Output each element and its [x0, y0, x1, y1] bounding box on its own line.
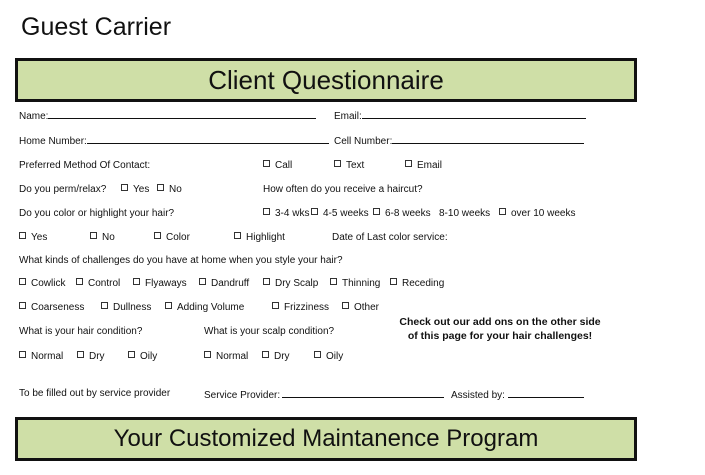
checkbox-other[interactable]: Other [342, 301, 379, 314]
checkbox-thinning[interactable]: Thinning [330, 277, 380, 290]
assisted-by-field[interactable] [451, 387, 584, 402]
checkbox-square [19, 302, 26, 309]
checkbox-over-10-weeks[interactable]: over 10 weeks [499, 207, 575, 220]
checkbox-square [165, 302, 172, 309]
checkbox-square [390, 278, 397, 285]
checkbox-square [234, 232, 241, 239]
checkbox-square [334, 160, 341, 167]
checkbox-square [405, 160, 412, 167]
checkbox-color-yes[interactable]: Yes [19, 231, 47, 244]
home-number-label: Home Number: [19, 136, 87, 147]
checkbox-hair-normal[interactable]: Normal [19, 350, 63, 363]
haircut-label: How often do you receive a haircut? [263, 184, 423, 195]
service-provider-line [282, 387, 444, 398]
checkbox-square [133, 278, 140, 285]
checkbox-square [101, 302, 108, 309]
checkbox-square [263, 208, 270, 215]
checkbox-flyaways[interactable]: Flyaways [133, 277, 187, 290]
service-provider-field[interactable] [204, 387, 444, 402]
color-label: Do you color or highlight your hair? [19, 208, 175, 219]
checkbox-frizziness[interactable]: Frizziness [272, 301, 329, 314]
checkbox-3-4-wks[interactable]: 3-4 wks [263, 207, 309, 220]
last-color-service-label: Date of Last color service: [332, 232, 448, 243]
checkbox-call[interactable]: Call [263, 159, 292, 172]
cell-number-line [392, 133, 584, 144]
checkbox-square [263, 160, 270, 167]
checkbox-square [272, 302, 279, 309]
checkbox-square [19, 232, 26, 239]
checkbox-dullness[interactable]: Dullness [101, 301, 151, 314]
checkbox-6-8-weeks[interactable]: 6-8 weeks [373, 207, 431, 220]
checkbox-highlight[interactable]: Highlight [234, 231, 285, 244]
checkbox-square [199, 278, 206, 285]
checkbox-scalp-normal[interactable]: Normal [204, 350, 248, 363]
checkbox-square [19, 351, 26, 358]
checkbox-square [311, 208, 318, 215]
checkbox-square [342, 302, 349, 309]
checkbox-square [154, 232, 161, 239]
checkbox-perm-no[interactable]: No [157, 183, 182, 196]
checkbox-perm-yes[interactable]: Yes [121, 183, 149, 196]
checkbox-square [157, 184, 164, 191]
cell-number-field[interactable] [334, 133, 584, 148]
perm-label: Do you perm/relax? [19, 184, 107, 195]
service-provider-label: Service Provider: [204, 390, 281, 401]
add-ons-note-line2: of this page for your hair challenges! [407, 330, 593, 342]
home-number-line [87, 133, 329, 144]
email-line [362, 108, 586, 119]
checkbox-square [330, 278, 337, 285]
checkbox-square [128, 351, 135, 358]
contact-label: Preferred Method Of Contact: [19, 160, 151, 171]
checkbox-square [90, 232, 97, 239]
name-label: Name: [19, 111, 49, 122]
email-label: Email: [334, 111, 362, 122]
checkbox-dandruff[interactable]: Dandruff [199, 277, 249, 290]
checkbox-square [314, 351, 321, 358]
maintenance-program-banner: Your Customized Maintanence Program [15, 417, 637, 461]
checkbox-email[interactable]: Email [405, 159, 442, 172]
questionnaire-banner: Client Questionnaire [15, 58, 637, 102]
checkbox-text[interactable]: Text [334, 159, 364, 172]
checkbox-color[interactable]: Color [154, 231, 190, 244]
checkbox-4-5-weeks[interactable]: 4-5 weeks [311, 207, 369, 220]
add-ons-note [394, 315, 606, 343]
checkbox-square [121, 184, 128, 191]
checkbox-control[interactable]: Control [76, 277, 120, 290]
checkbox-square [262, 351, 269, 358]
name-line [48, 108, 316, 119]
option-8-10-weeks[interactable]: 8-10 weeks [439, 208, 491, 219]
checkbox-square [263, 278, 270, 285]
cell-number-label: Cell Number: [334, 136, 393, 147]
checkbox-cowlick[interactable]: Cowlick [19, 277, 65, 290]
checkbox-color-no[interactable]: No [90, 231, 115, 244]
name-field[interactable] [19, 108, 316, 123]
home-number-field[interactable] [19, 133, 329, 148]
assisted-by-line [508, 387, 584, 398]
scalp-condition-label: What is your scalp condition? [204, 326, 335, 337]
hair-condition-label: What is your hair condition? [19, 326, 143, 337]
assisted-by-label: Assisted by: [451, 390, 505, 401]
checkbox-square [19, 278, 26, 285]
email-field[interactable] [334, 108, 586, 123]
checkbox-scalp-dry[interactable]: Dry [262, 350, 290, 363]
checkbox-square [373, 208, 380, 215]
checkbox-square [77, 351, 84, 358]
checkbox-square [76, 278, 83, 285]
checkbox-square [499, 208, 506, 215]
service-provider-note: To be filled out by service provider [19, 388, 171, 399]
challenges-label: What kinds of challenges do you have at home when you style your hair? [19, 255, 343, 266]
checkbox-coarseness[interactable]: Coarseness [19, 301, 84, 314]
add-ons-note-line1: Check out our add ons on the other side [399, 316, 601, 328]
checkbox-receding[interactable]: Receding [390, 277, 444, 290]
checkbox-square [204, 351, 211, 358]
checkbox-hair-oily[interactable]: Oily [128, 350, 157, 363]
checkbox-dry-scalp[interactable]: Dry Scalp [263, 277, 318, 290]
checkbox-adding-volume[interactable]: Adding Volume [165, 301, 244, 314]
checkbox-scalp-oily[interactable]: Oily [314, 350, 343, 363]
page-title: Guest Carrier [21, 13, 172, 41]
checkbox-hair-dry[interactable]: Dry [77, 350, 105, 363]
